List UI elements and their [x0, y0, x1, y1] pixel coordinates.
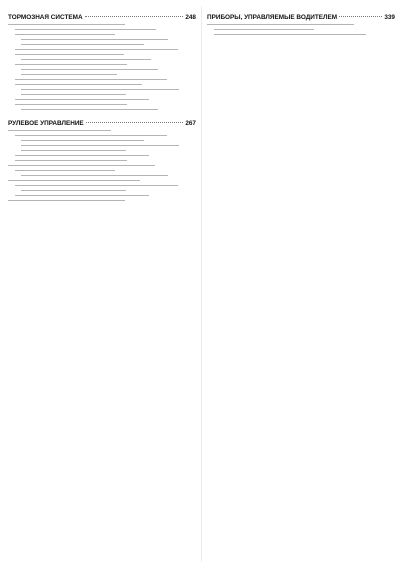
toc-entry-placeholder-line — [15, 155, 149, 156]
toc-entry-placeholder-line — [15, 79, 167, 80]
toc-right-column — [207, 6, 395, 37]
toc-entry-placeholder-line — [8, 165, 155, 166]
toc-entry-placeholder-line — [21, 145, 179, 146]
toc-entry-placeholder-line — [15, 29, 156, 30]
toc-entry-placeholder-line — [21, 59, 151, 60]
toc-entry-placeholder-line — [21, 44, 144, 45]
toc-entry-placeholder-line — [15, 54, 124, 55]
toc-entry-placeholder-line — [8, 180, 140, 181]
toc-entry-placeholder — [8, 107, 196, 112]
toc-entry-placeholder-line — [21, 150, 126, 151]
toc-entry-placeholder-line — [15, 195, 149, 196]
toc-entry-placeholder-line — [15, 185, 178, 186]
toc-entry-placeholder-line — [15, 170, 115, 171]
toc-entry-placeholder-line — [207, 24, 354, 25]
toc-entry-placeholder-line — [8, 24, 125, 25]
toc-entry-placeholder-line — [21, 74, 117, 75]
toc-entry-placeholder-line — [15, 135, 167, 136]
toc-entry-placeholder-line — [21, 175, 168, 176]
toc-section — [8, 14, 196, 112]
toc-entry-placeholder-line — [15, 99, 149, 100]
toc-entry-placeholder-line — [15, 160, 127, 161]
toc-section — [8, 120, 196, 203]
toc-page-number: 267 — [185, 120, 196, 127]
toc-entry-label: ПРИБОРЫ, УПРАВЛЯЕМЫЕ ВОДИТЕЛЕМ — [207, 14, 338, 21]
toc-left-column — [8, 6, 196, 203]
toc-entry-placeholder-line — [8, 200, 125, 201]
toc-entry-placeholder-line — [21, 69, 158, 70]
toc-entry-placeholder-line — [21, 89, 179, 90]
toc-chapter-heading — [8, 14, 196, 22]
toc-entry-placeholder-line — [21, 109, 158, 110]
toc-entry-label: ТОРМОЗНАЯ СИСТЕМА — [8, 14, 83, 21]
toc-entry-placeholder — [8, 198, 196, 203]
toc-entry-placeholder-line — [8, 130, 111, 131]
toc-entry-placeholder-line — [21, 94, 126, 95]
toc-entry-label: РУЛЕВОЕ УПРАВЛЕНИЕ — [8, 120, 84, 127]
toc-page-number: 339 — [384, 14, 395, 21]
toc-entry-placeholder-line — [15, 84, 142, 85]
toc-dot-leader — [85, 16, 184, 17]
toc-entry-placeholder-line — [15, 34, 115, 35]
toc-dot-leader — [339, 16, 382, 17]
toc-entry-placeholder-line — [214, 34, 366, 35]
toc-entry-placeholder-line — [15, 104, 127, 105]
toc-entry-placeholder-line — [15, 49, 178, 50]
toc-entry-placeholder-line — [21, 140, 144, 141]
toc-dot-leader — [86, 122, 184, 123]
toc-entry-placeholder-line — [214, 29, 314, 30]
toc-entry-placeholder — [207, 32, 395, 37]
toc-chapter-heading — [207, 14, 395, 22]
toc-entry-placeholder-line — [21, 39, 168, 40]
toc-page-number: 248 — [185, 14, 196, 21]
toc-entry-placeholder-line — [15, 64, 127, 65]
toc-entry-placeholder-line — [21, 190, 126, 191]
toc-section — [207, 14, 395, 37]
toc-column-rule — [201, 6, 202, 562]
toc-chapter-heading — [8, 120, 196, 128]
